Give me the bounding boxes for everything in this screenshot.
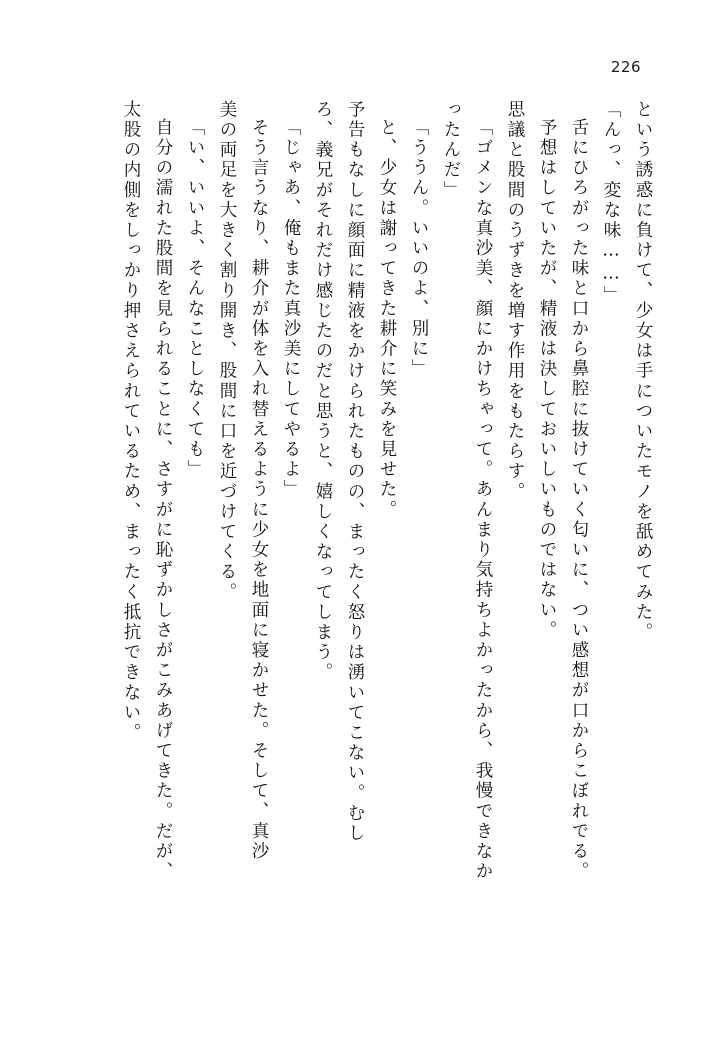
text-line: 「い、いいよ、そんなことしなくても」	[185, 118, 205, 480]
text-line: と、少女は謝ってきた耕介に笑みを見せた。	[377, 118, 397, 520]
page-number: 226	[610, 58, 641, 76]
text-line: そう言うなり、耕介が体を入れ替えるように少女を地面に寝かせた。そして、真沙	[249, 118, 269, 862]
text-line: 自分の濡れた股間を見られることに、さすがに恥ずかしさがこみあげてきた。だが、	[153, 118, 173, 882]
text-line: ろ、義兄がそれだけ感じたのだと思うと、嬉しくなってしまう。	[313, 100, 333, 683]
text-line: ったんだ」	[441, 100, 461, 201]
vertical-text-body	[62, 100, 651, 998]
text-line: という誘惑に負けて、少女は手についたモノを舐めてみた。	[633, 100, 653, 643]
text-line: 美の両足を大きく割り開き、股間に口を近づけてくる。	[217, 100, 237, 603]
text-line: 「んっ、変な味……」	[601, 100, 621, 306]
text-line: 予想はしていたが、精液は決しておいしいものではない。	[537, 118, 557, 641]
text-line: 「ううん。いいのよ、別に」	[409, 118, 429, 380]
text-line: 太股の内側をしっかり押さえられているため、まったく抵抗できない。	[121, 100, 141, 744]
text-line: 「ゴメンな真沙美、顔にかけちゃって。あんまり気持ちよかったから、我慢できなか	[473, 118, 493, 882]
text-line: 予告もなしに顔面に精液をかけられたものの、まったく怒りは湧いてこない。むし	[345, 100, 365, 844]
text-line: 舌にひろがった味と口から鼻腔に抜けていく匂いに、つい感想が口からこぼれでる。	[569, 118, 589, 882]
text-line: 「じゃあ、俺もまた真沙美にしてやるよ」	[281, 118, 301, 500]
text-line: 思議と股間のうずきを増す作用をもたらす。	[505, 100, 525, 502]
